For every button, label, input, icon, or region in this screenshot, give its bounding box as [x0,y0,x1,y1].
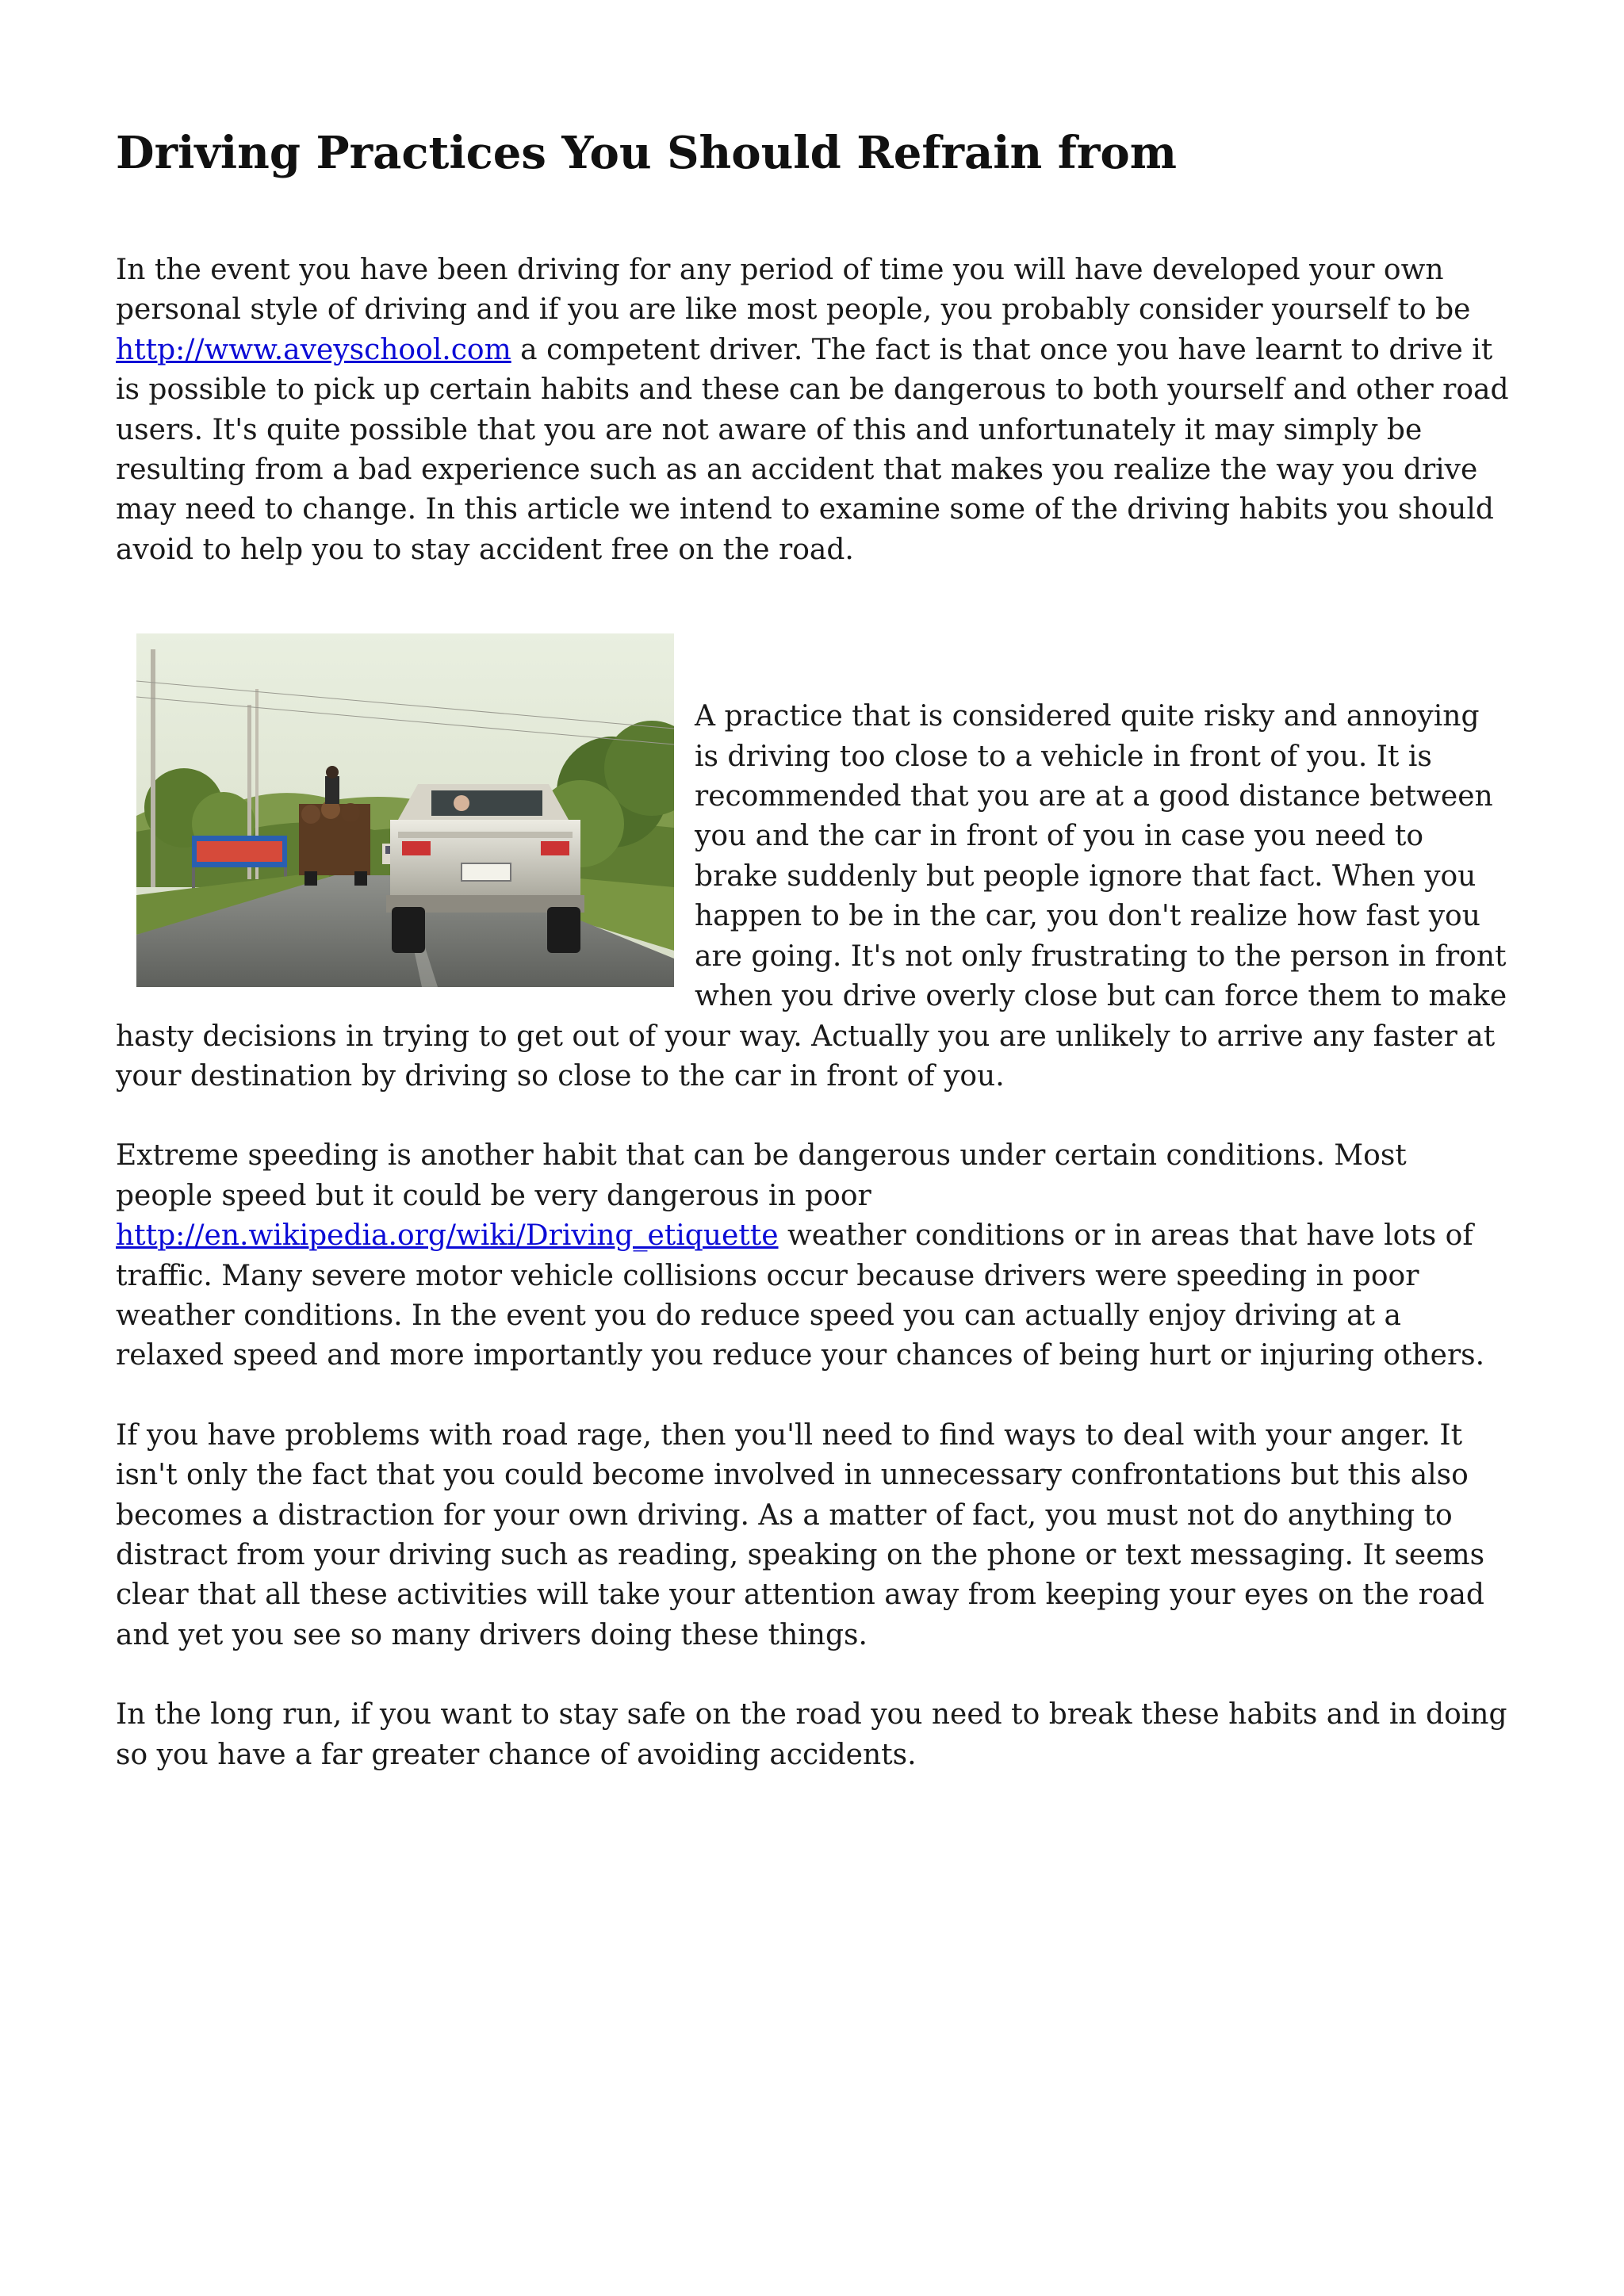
aveyschool-link[interactable]: http://www.aveyschool.com [116,333,511,366]
paragraph-road-rage: If you have problems with road rage, then you'll need to find ways to deal with your anger. It isn't only the fact that you could become involved in unnecessary confrontations but this also becomes a distraction for your own driving. As a matter of fact, you must not do anything to distract from your driving such as reading, speaking on the phone or text messaging. It seems clear that all these activities will take your attention away from keeping your eyes on the road and yet you see so many drivers doing these things. [116,1418,1485,1651]
paragraph-intro-text-2: a competent driver. The fact is that once you have learnt to drive it is possible to pick up certain habits and these can be dangerous to both yourself and other road users. It's quite possible that you are not aware of this and unfortunately it may simply be resulting from a bad experience such as an accident that makes you realize the way you drive may need to change. In this article we intend to examine some of the driving habits you should avoid to help you to stay accident free on the road. [116,333,1509,566]
paragraph-speeding-text-1: Extreme speeding is another habit that can be dangerous under certain conditions. Most people speed but it could be very dangerous in poor [116,1139,1407,1212]
road-traffic-photo [136,633,674,987]
paragraph-intro-text-1: In the event you have been driving for any period of time you will have developed your own personal style of driving and if you are like most people, you probably consider yourself to be [116,254,1471,327]
article-title: Driving Practices You Should Refrain from [116,127,1177,179]
wikipedia-driving-etiquette-link[interactable]: http://en.wikipedia.org/wiki/Driving_etiquette [116,1219,779,1253]
paragraph-intro [116,251,1511,570]
paragraph-conclusion: In the long run, if you want to stay safe on the road you need to break these habits and in doing so you have a far greater chance of avoiding accidents. [116,1698,1507,1771]
paragraph-tailgating-block [116,633,1511,1096]
paragraph-speeding [116,1136,1511,1376]
paragraph-tailgating: A practice that is considered quite risky and annoying is driving too close to a vehicle in front of you. It is recommended that you are at a good distance between you and the car in front of you in case you need to brake suddenly but people ignore that fact. When you happen to be in the car, you don't realize how fast you are going. It's not only frustrating to the person in front when you drive overly close but can force them to make hasty decisions in trying to get out of your way. Actually you are unlikely to arrive any faster at your destination by driving so close to the car in front of you. [116,700,1507,1093]
article [116,119,1511,1775]
paragraph-speeding-text-2: weather conditions or in areas that have lots of traffic. Many severe motor vehicle collisions occur because drivers were speeding in poor weather conditions. In the event you do reduce speed you can actually enjoy driving at a relaxed speed and more importantly you reduce your chances of being hurt or injuring others. [116,1219,1485,1372]
